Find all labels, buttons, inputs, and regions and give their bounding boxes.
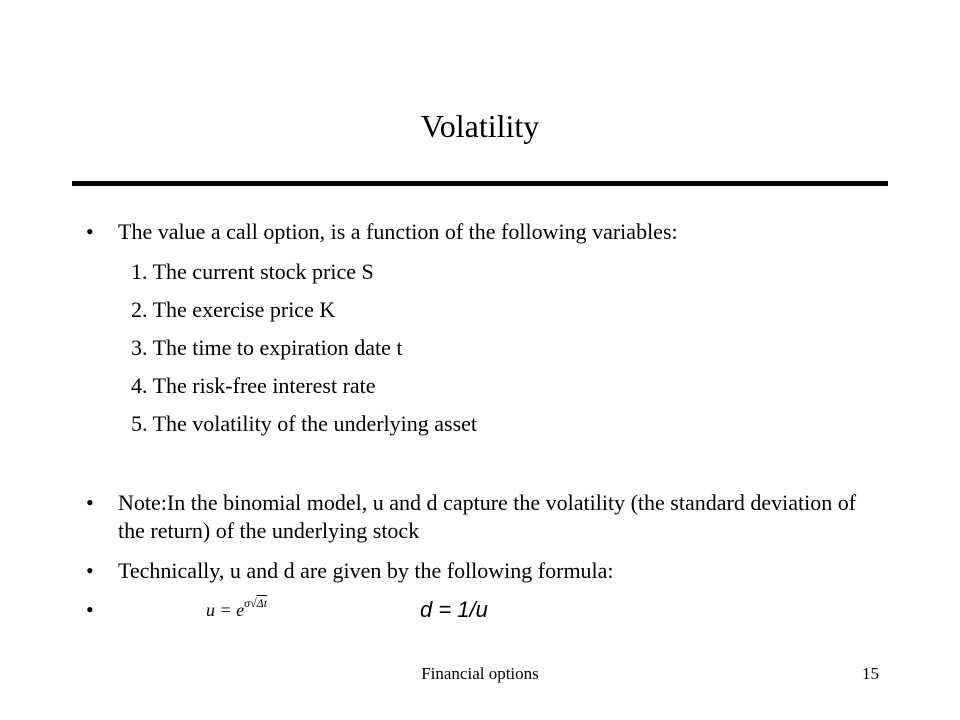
technically-text: Technically, u and d are given by the following formula: (118, 558, 614, 583)
footer-label: Financial options (421, 664, 539, 683)
bullet-icon: • (86, 490, 94, 515)
variable-item-1: 1. The current stock price S (131, 259, 374, 284)
bullet-formula (86, 596, 886, 628)
title-divider (72, 181, 888, 186)
variable-item-5: 5. The volatility of the underlying asset (131, 411, 478, 436)
variable-item-2: 2. The exercise price K (131, 297, 336, 322)
formula-u-exponent (244, 596, 267, 610)
sigma-symbol: σ (244, 596, 251, 610)
delta-t: Δt (256, 596, 268, 610)
formula-d: d = 1/u (420, 597, 488, 622)
variable-item-3: 3. The time to expiration date t (131, 335, 403, 360)
note-text: Note:In the binomial model, u and d capture the volatility (the standard deviation of the return) of the underlying stock (118, 490, 857, 543)
bullet-icon: • (86, 558, 94, 583)
intro-text: The value a call option, is a function of the following variables: (118, 219, 678, 244)
bullet-icon: • (86, 597, 94, 622)
page-number: 15 (862, 664, 879, 683)
bullet-note (86, 489, 886, 549)
variable-item-4: 4. The risk-free interest rate (131, 373, 376, 398)
formula-u (206, 596, 267, 626)
slide-title: Volatility (420, 108, 540, 144)
sqrt-symbol: √ (250, 596, 257, 610)
formula-u-lhs: u = e (206, 600, 245, 620)
bullet-icon: • (86, 219, 94, 244)
